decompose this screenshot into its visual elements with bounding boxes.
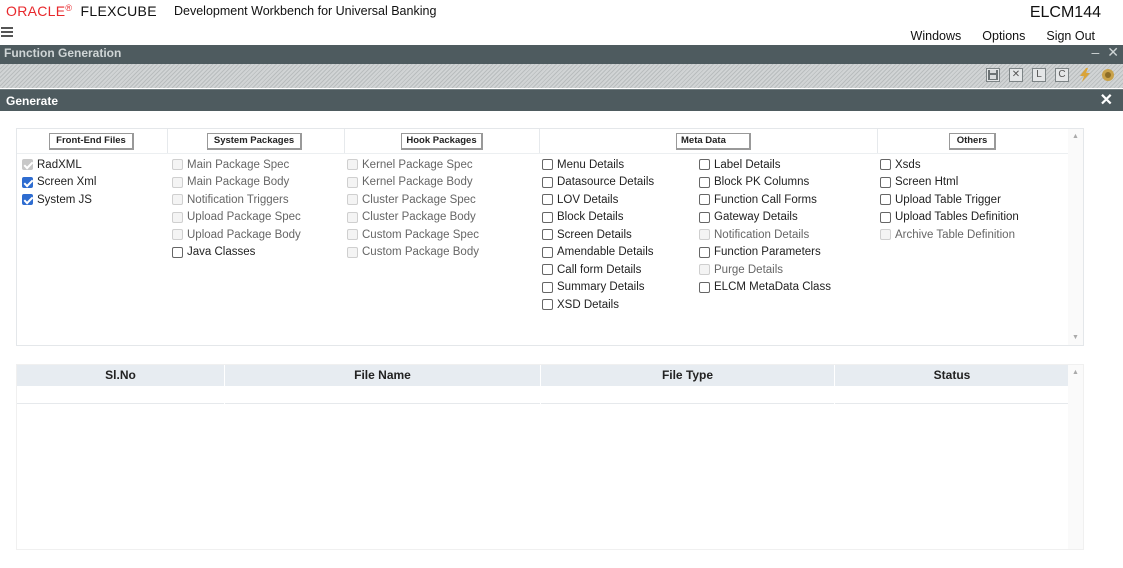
option-label: Function Parameters	[714, 246, 821, 259]
save-icon[interactable]	[986, 68, 1000, 82]
checkbox-upload-table-trigger[interactable]	[880, 194, 891, 205]
close-generate-icon[interactable]: ✕	[1099, 92, 1113, 109]
front-end-files-group	[22, 156, 96, 209]
generate-title: Generate	[6, 94, 59, 108]
hamburger-menu-icon[interactable]	[1, 27, 13, 39]
table-header	[17, 365, 1069, 386]
checkbox-kernel-package-body	[347, 177, 358, 188]
option-purge-details	[699, 261, 831, 279]
hook-packages-group	[347, 156, 479, 261]
option-label: Amendable Details	[557, 246, 654, 259]
option-notification-details	[699, 226, 831, 244]
checkbox-upload-package-spec	[172, 212, 183, 223]
option-custom-package-body	[347, 244, 479, 262]
checkbox-custom-package-body	[347, 247, 358, 258]
environment-label: ELCM144	[1029, 4, 1101, 21]
checkbox-call-form-details[interactable]	[542, 264, 553, 275]
close-window-icon[interactable]: ✕	[1107, 44, 1119, 60]
meta-data-header: Meta Data	[676, 133, 751, 150]
option-label: XSD Details	[557, 298, 619, 311]
option-amendable-details[interactable]	[542, 244, 654, 262]
system-packages-group	[172, 156, 301, 261]
hook-packages-header: Hook Packages	[401, 133, 483, 150]
checkbox-screen-details[interactable]	[542, 229, 553, 240]
checkbox-radxml	[22, 159, 33, 170]
checkbox-gateway-details[interactable]	[699, 212, 710, 223]
option-label: Upload Package Spec	[187, 211, 301, 224]
checkbox-xsds[interactable]	[880, 159, 891, 170]
option-main-package-spec	[172, 156, 301, 174]
checkbox-upload-package-body	[172, 229, 183, 240]
option-system-js[interactable]	[22, 191, 96, 209]
table-scroll-up-icon[interactable]: ▲	[1072, 369, 1079, 376]
option-java-classes[interactable]	[172, 244, 301, 262]
checkbox-label-details[interactable]	[699, 159, 710, 170]
generate-options-panel	[16, 128, 1084, 346]
option-label: Screen Xml	[37, 176, 97, 189]
option-label: Main Package Body	[187, 176, 290, 189]
option-label: Main Package Spec	[187, 158, 290, 171]
option-label: Custom Package Spec	[362, 228, 479, 241]
option-block-details[interactable]	[542, 209, 654, 227]
checkbox-main-package-spec	[172, 159, 183, 170]
option-cluster-package-body	[347, 209, 479, 227]
menu-options[interactable]: Options	[982, 29, 1026, 43]
options-scrollbar[interactable]	[1068, 129, 1083, 345]
meta-data-group-2	[699, 156, 831, 296]
option-summary-details[interactable]	[542, 279, 654, 297]
option-function-call-forms[interactable]	[699, 191, 831, 209]
exit-icon[interactable]	[1101, 68, 1115, 82]
checkbox-xsd-details[interactable]	[542, 299, 553, 310]
flexcube-logo-text: FLEXCUBE	[80, 3, 157, 19]
table-row[interactable]	[17, 386, 1069, 404]
scroll-down-icon[interactable]: ▼	[1072, 334, 1079, 341]
option-label: System JS	[37, 193, 92, 206]
app-header	[0, 0, 1123, 26]
column-status[interactable]: Status	[933, 368, 971, 382]
option-label: Summary Details	[557, 281, 645, 294]
checkbox-menu-details[interactable]	[542, 159, 553, 170]
oracle-logo-text: ORACLE	[6, 3, 66, 19]
checkbox-custom-package-spec	[347, 229, 358, 240]
option-function-parameters[interactable]	[699, 244, 831, 262]
option-label: Menu Details	[557, 158, 625, 171]
checkbox-elcm-metadata-class[interactable]	[699, 282, 710, 293]
option-label: Gateway Details	[714, 211, 798, 224]
meta-data-group-1	[542, 156, 654, 314]
checkbox-function-call-forms[interactable]	[699, 194, 710, 205]
option-label: ELCM MetaData Class	[714, 281, 831, 294]
option-label: Custom Package Body	[362, 246, 479, 259]
top-menu	[911, 29, 1095, 43]
option-upload-table-trigger[interactable]	[880, 191, 1019, 209]
option-upload-package-spec	[172, 209, 301, 227]
column-sl-no[interactable]: Sl.No	[17, 365, 225, 386]
option-label: Notification Details	[714, 228, 810, 241]
option-upload-package-body	[172, 226, 301, 244]
checkbox-lov-details[interactable]	[542, 194, 553, 205]
option-label: Notification Triggers	[187, 193, 289, 206]
option-archive-table-definition	[880, 226, 1019, 244]
option-label: Screen Details	[557, 228, 632, 241]
option-label: Block PK Columns	[714, 176, 810, 189]
column-file-name[interactable]: File Name	[225, 365, 541, 386]
checkbox-java-classes[interactable]	[172, 247, 183, 258]
option-notification-triggers	[172, 191, 301, 209]
menu-sign-out[interactable]: Sign Out	[1046, 29, 1095, 43]
option-label-details[interactable]	[699, 156, 831, 174]
table-scrollbar[interactable]	[1068, 365, 1083, 549]
option-label: Function Call Forms	[714, 193, 817, 206]
option-label: Cluster Package Spec	[362, 193, 476, 206]
window-controls	[1091, 44, 1119, 61]
front-end-files-header: Front-End Files	[49, 133, 134, 150]
lightning-icon[interactable]	[1078, 68, 1092, 82]
checkbox-system-js[interactable]	[22, 194, 33, 205]
option-screen-html[interactable]	[880, 174, 1019, 192]
option-kernel-package-body	[347, 174, 479, 192]
option-lov-details[interactable]	[542, 191, 654, 209]
checkbox-notification-details	[699, 229, 710, 240]
option-screen-details[interactable]	[542, 226, 654, 244]
checkbox-summary-details[interactable]	[542, 282, 553, 293]
option-custom-package-spec	[347, 226, 479, 244]
checkbox-block-pk-columns[interactable]	[699, 177, 710, 188]
option-radxml[interactable]	[22, 156, 96, 174]
toolbar-buttons	[986, 68, 1115, 82]
option-block-pk-columns[interactable]	[699, 174, 831, 192]
option-xsd-details[interactable]	[542, 296, 654, 314]
option-label: Java Classes	[187, 246, 256, 259]
option-label: RadXML	[37, 158, 82, 171]
option-kernel-package-spec	[347, 156, 479, 174]
option-label: Block Details	[557, 211, 624, 224]
generated-files-table	[16, 364, 1084, 550]
window-title-bar	[0, 45, 1123, 64]
option-upload-tables-definition[interactable]	[880, 209, 1019, 227]
load-icon[interactable]: L	[1032, 68, 1046, 82]
checkbox-cluster-package-body	[347, 212, 358, 223]
option-elcm-metadata-class[interactable]	[699, 279, 831, 297]
option-label: Label Details	[714, 158, 781, 171]
option-label: Upload Tables Definition	[895, 211, 1019, 224]
option-label: Archive Table Definition	[895, 228, 1015, 241]
checkbox-amendable-details[interactable]	[542, 247, 553, 258]
menu-bar	[0, 26, 1123, 45]
option-label: Cluster Package Body	[362, 211, 476, 224]
others-header: Others	[949, 133, 996, 150]
app-subtitle: Development Workbench for Universal Banking	[174, 4, 437, 18]
checkbox-kernel-package-spec	[347, 159, 358, 170]
checkbox-cluster-package-spec	[347, 194, 358, 205]
checkbox-main-package-body	[172, 177, 183, 188]
option-label: Screen Html	[895, 176, 959, 189]
checkbox-block-details[interactable]	[542, 212, 553, 223]
option-label: Kernel Package Spec	[362, 158, 473, 171]
checkbox-datasource-details[interactable]	[542, 177, 553, 188]
checkbox-function-parameters[interactable]	[699, 247, 710, 258]
option-label: Datasource Details	[557, 176, 655, 189]
option-datasource-details[interactable]	[542, 174, 654, 192]
checkbox-screen-xml[interactable]	[22, 177, 33, 188]
checkbox-notification-triggers	[172, 194, 183, 205]
menu-windows[interactable]: Windows	[910, 29, 962, 43]
option-main-package-body	[172, 174, 301, 192]
column-file-type[interactable]: File Type	[541, 365, 835, 386]
option-cluster-package-spec	[347, 191, 479, 209]
option-label: Xsds	[895, 158, 921, 171]
checkbox-screen-html[interactable]	[880, 177, 891, 188]
option-screen-xml[interactable]	[22, 174, 96, 192]
option-call-form-details[interactable]	[542, 261, 654, 279]
checkbox-purge-details	[699, 264, 710, 275]
window-title: Function Generation	[4, 46, 122, 60]
option-gateway-details[interactable]	[699, 209, 831, 227]
generate-header	[0, 89, 1123, 111]
system-packages-header: System Packages	[207, 133, 302, 150]
option-xsds[interactable]	[880, 156, 1019, 174]
option-label: Upload Table Trigger	[895, 193, 1001, 206]
option-label: Purge Details	[714, 263, 784, 276]
option-label: Kernel Package Body	[362, 176, 473, 189]
scroll-up-icon[interactable]: ▲	[1072, 133, 1079, 140]
option-label: LOV Details	[557, 193, 619, 206]
minimize-icon[interactable]: –	[1091, 44, 1100, 60]
option-label: Upload Package Body	[187, 228, 301, 241]
option-menu-details[interactable]	[542, 156, 654, 174]
delete-icon[interactable]: ✕	[1009, 68, 1023, 82]
checkbox-upload-tables-definition[interactable]	[880, 212, 891, 223]
clear-icon[interactable]: C	[1055, 68, 1069, 82]
option-label: Call form Details	[557, 263, 642, 276]
others-group	[880, 156, 1019, 244]
checkbox-archive-table-definition	[880, 229, 891, 240]
toolbar	[0, 64, 1123, 88]
oracle-flexcube-logo: ORACLE® FLEXCUBE	[6, 3, 157, 19]
